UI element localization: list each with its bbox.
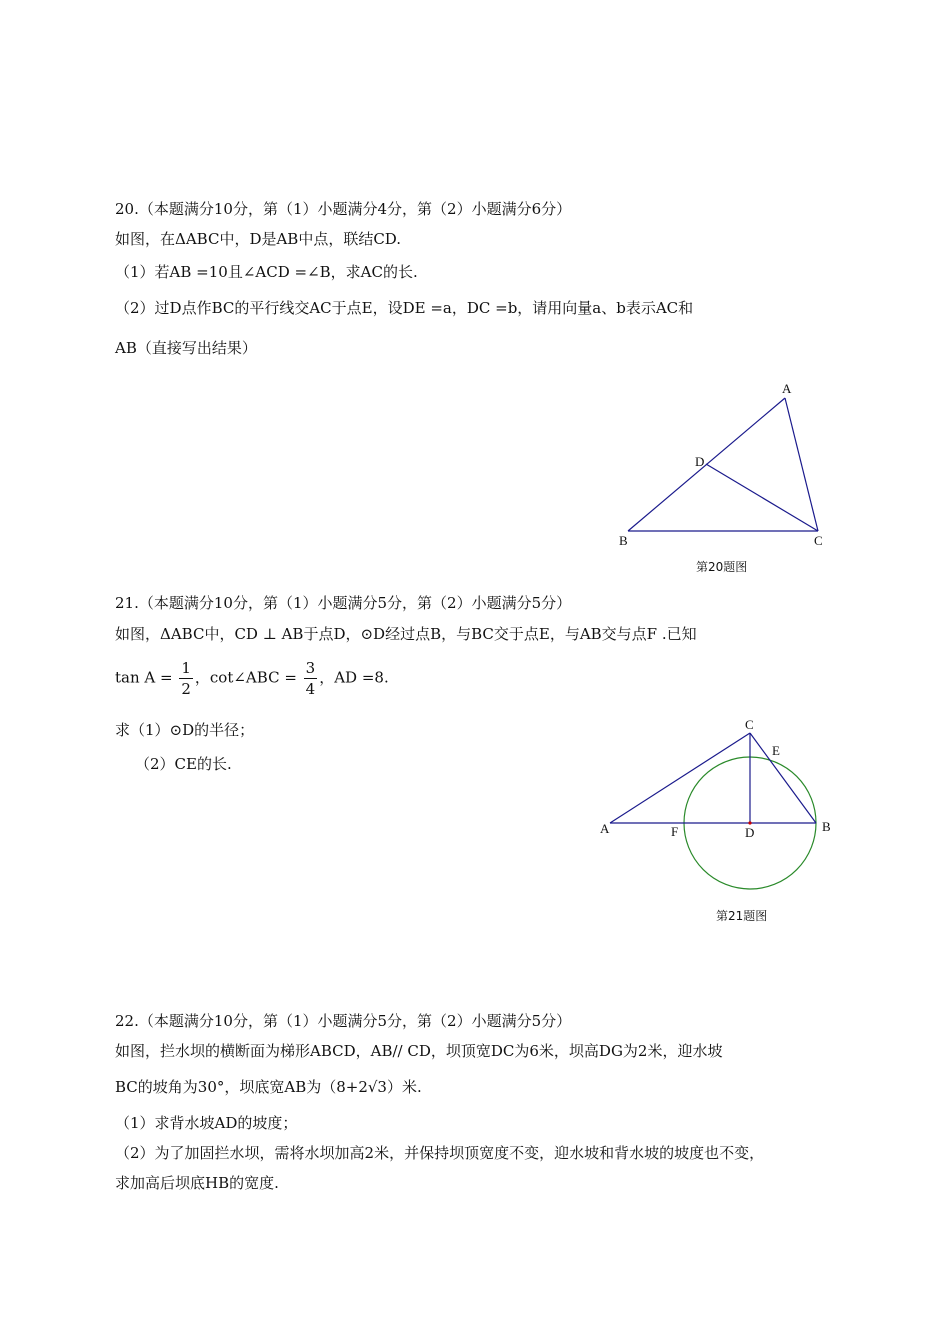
q21-figure bbox=[590, 715, 840, 900]
q20-stem: 如图，在ΔABC中，D是AB中点，联结CD. bbox=[115, 230, 402, 248]
q20-figure-caption: 第20题图 bbox=[696, 560, 748, 574]
q20-label-d: D bbox=[695, 454, 705, 469]
q21-given-suffix: ，AD =8. bbox=[319, 668, 389, 687]
q21-label-a: A bbox=[600, 821, 610, 836]
q22-stem-line1: 如图，拦水坝的横断面为梯形ABCD，AB// CD，坝顶宽DC为6米，坝高DG为2米，迎水坡 bbox=[115, 1042, 723, 1060]
q21-part2: （2）CE的长. bbox=[135, 755, 232, 773]
q21-given-mid: ，cot∠ABC = bbox=[194, 668, 297, 687]
q20-part2-line1: （2）过D点作BC的平行线交AC于点E，设DE =a，DC =b，请用向量a、b表示AC和 bbox=[115, 299, 694, 317]
q20-label-c: C bbox=[814, 533, 823, 548]
q21-figure-caption: 第21题图 bbox=[716, 909, 768, 923]
q21-tan-fraction bbox=[179, 658, 193, 699]
q21-cot-denominator: 4 bbox=[305, 680, 316, 698]
q21-stem: 如图，ΔABC中，CD ⊥ AB于点D，⊙D经过点B，与BC交于点E，与AB交与点F .已知 bbox=[115, 625, 697, 643]
q21-label-e: E bbox=[772, 743, 780, 758]
q22-part2-line1: （2）为了加固拦水坝，需将水坝加高2米，并保持坝顶宽度不变，迎水坡和背水坡的坡度也不变， bbox=[115, 1144, 765, 1162]
q22-header: 22.（本题满分10分，第（1）小题满分5分，第（2）小题满分5分） bbox=[115, 1012, 572, 1030]
q20-part1: （1）若AB =10且∠ACD =∠B，求AC的长. bbox=[115, 263, 418, 281]
q21-part1: 求（1）⊙D的半径； bbox=[115, 721, 255, 739]
q22-stem-line2: BC的坡角为30°，坝底宽AB为（8+2√3）米. bbox=[115, 1078, 422, 1096]
q21-side-bc bbox=[750, 733, 816, 823]
q22-part2-line2: 求加高后坝底HB的宽度. bbox=[115, 1174, 279, 1192]
q20-label-a: A bbox=[782, 381, 792, 396]
q21-label-c: C bbox=[745, 717, 754, 732]
q21-label-f: F bbox=[671, 824, 679, 839]
q21-label-d: D bbox=[745, 825, 755, 840]
q20-header: 20.（本题满分10分，第（1）小题满分4分，第（2）小题满分6分） bbox=[115, 200, 572, 218]
q20-part2-line2: AB（直接写出结果） bbox=[115, 339, 257, 357]
q21-given bbox=[115, 658, 389, 699]
q20-label-b: B bbox=[619, 533, 628, 548]
q21-cot-fraction bbox=[304, 658, 318, 699]
q21-tan-denominator: 2 bbox=[181, 680, 191, 698]
q22-part1: （1）求背水坡AD的坡度； bbox=[115, 1114, 298, 1132]
q21-header: 21.（本题满分10分，第（1）小题满分5分，第（2）小题满分5分） bbox=[115, 594, 572, 612]
q20-segment-cd bbox=[706, 464, 818, 531]
q20-figure bbox=[600, 375, 840, 550]
q21-tan-numerator: 1 bbox=[181, 659, 191, 677]
q21-cot-numerator: 3 bbox=[305, 659, 316, 677]
q21-given-prefix: tan A = bbox=[115, 668, 173, 687]
q21-side-ac bbox=[610, 733, 750, 823]
q21-label-b: B bbox=[822, 819, 831, 834]
q20-side-ac bbox=[785, 398, 818, 531]
